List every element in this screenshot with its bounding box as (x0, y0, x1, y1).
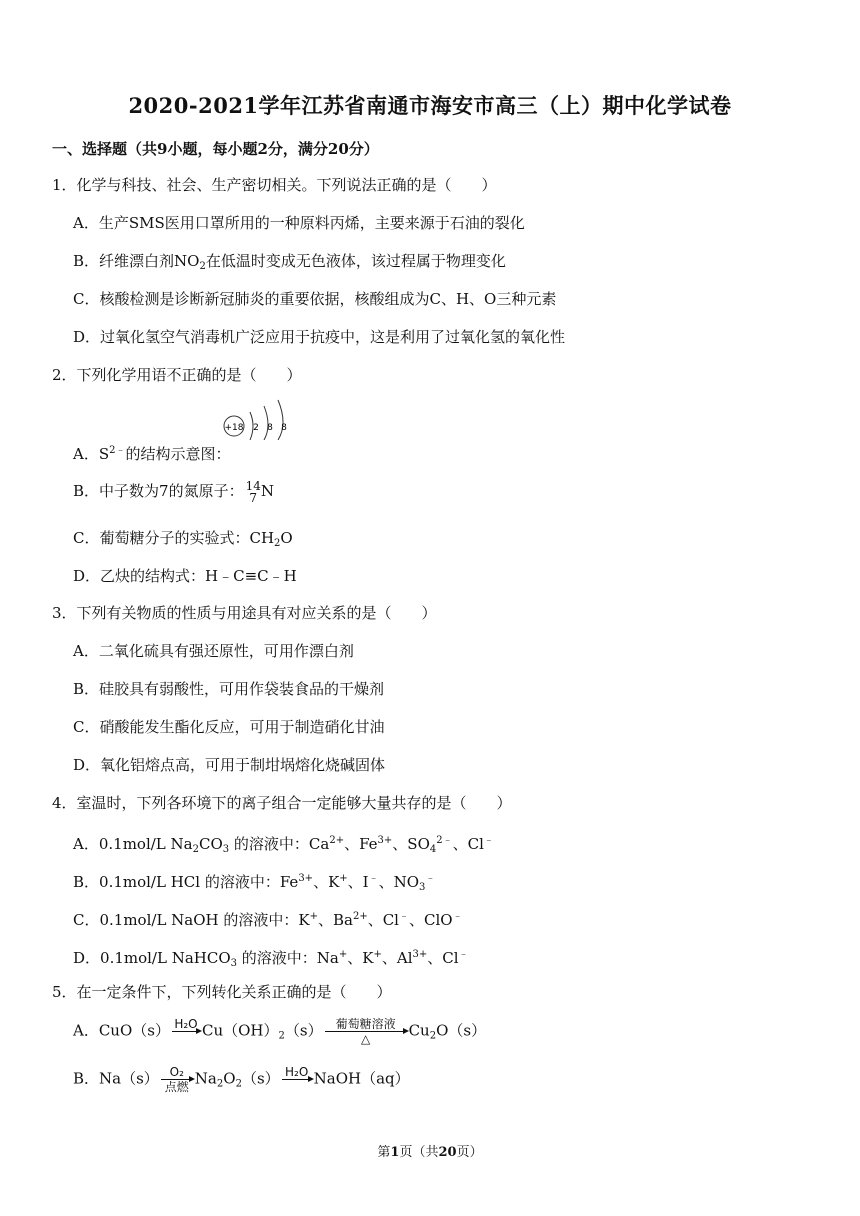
question-2-option-b: B．中子数为7的氮原子： 14 7 N (73, 479, 274, 505)
nitrogen-isotope-notation: 14 7 (245, 479, 261, 505)
question-1-option-d: D．过氧化氢空气消毒机广泛应用于抗疫中，这是利用了过氧化氢的氧化性 (73, 328, 566, 346)
question-2-option-d: D．乙炔的结构式：H﹣C≡C﹣H (73, 567, 297, 585)
question-4-option-d: D．0.1mol/L NaHCO$_3$ 的溶液中：Na+、K+、$Al^{3+}$、Cl﹣ (73, 949, 469, 969)
question-5-option-b: B．Na（s） O₂ 点燃 $Na_2O_2(s)$ H₂O NaOH（aq） (73, 1065, 410, 1094)
question-1-option-c: C．核酸检测是诊断新冠肺炎的重要依据，核酸组成为C、H、O三种元素 (73, 290, 557, 308)
question-2-option-c: C．葡萄糖分子的实验式：$CH_2O$ (73, 529, 293, 549)
atom-nucleus-label: +18 (224, 423, 244, 433)
question-3-option-d: D．氧化铝熔点高，可用于制坩埚熔化烧碱固体 (73, 756, 386, 774)
question-4-option-c: C．0.1mol/L NaOH 的溶液中：K+、$Ba^{2+}$、Cl﹣、ClO﹣ (73, 911, 463, 929)
question-3-option-c: C．硝酸能发生酯化反应，可用于制造硝化甘油 (73, 718, 385, 736)
atomic-structure-diagram (222, 398, 294, 444)
atom-shell-3: 8 (281, 423, 287, 433)
question-3-stem: 3．下列有关物质的性质与用途具有对应关系的是（ ） (52, 604, 437, 622)
question-1-option-b: B．纤维漂白剂$NO_2$在低温时变成无色液体，该过程属于物理变化 (73, 252, 506, 272)
question-2-stem: 2．下列化学用语不正确的是（ ） (52, 366, 302, 384)
question-3-option-b: B．硅胶具有弱酸性，可用作袋装食品的干燥剂 (73, 680, 385, 698)
question-5-option-a: A．CuO（s） H₂O $Cu(OH)_2(s)$ 葡萄糖溶液 △ $Cu_2O(s)$ (73, 1017, 487, 1046)
question-5-stem: 5．在一定条件下，下列转化关系正确的是（ ） (52, 983, 392, 1001)
question-4-option-b: B．0.1mol/L HCl 的溶液中：$Fe^{3+}$、K+、I﹣、$NO_3^﹣$ (73, 873, 436, 893)
question-3-option-a: A．二氧化硫具有强还原性，可用作漂白剂 (73, 642, 354, 660)
section-heading: 一、选择题（共9小题，每小题2分，满分20分） (52, 140, 379, 158)
question-2-option-a: A．$S^{2﹣}$的结构示意图： (73, 445, 231, 463)
question-1-stem: 1．化学与科技、社会、生产密切相关。下列说法正确的是（ ） (52, 176, 497, 194)
exam-title: 2020-2021学年江苏省南通市海安市高三（上）期中化学试卷 (128, 93, 732, 118)
atom-shell-2: 8 (267, 423, 273, 433)
question-4-stem: 4．室温时，下列各环境下的离子组合一定能够大量共存的是（ ） (52, 794, 512, 812)
question-1-option-a: A．生产SMS医用口罩所用的一种原料丙烯，主要来源于石油的裂化 (73, 214, 525, 232)
question-4-option-a: A．0.1mol/L $Na_2CO_3$ 的溶液中：$Ca^{2+}$、$Fe^{3+}$、$SO_4^{2﹣}$、Cl﹣ (73, 835, 494, 855)
page-footer: 第1页（共20页） (377, 1145, 483, 1160)
atom-shell-1: 2 (253, 423, 259, 433)
